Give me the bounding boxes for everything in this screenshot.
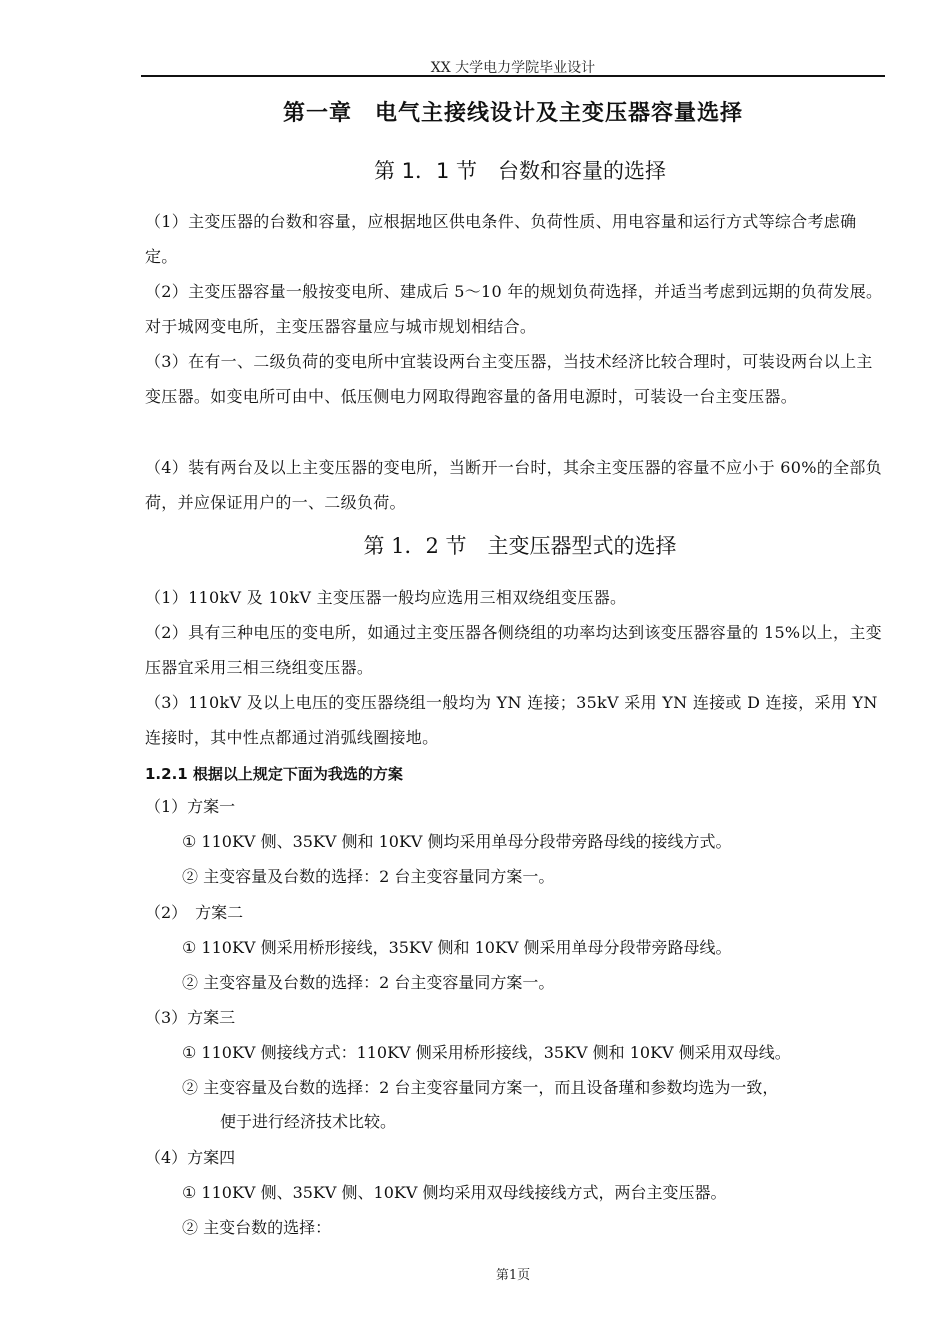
header-divider xyxy=(141,75,885,77)
plan-item: ② 主变容量及台数的选择：2 台主变容量同方案一，而且设备瑾和参数均选为一致， xyxy=(182,1078,779,1097)
plan-label: （1）方案一 xyxy=(145,797,236,816)
section-2-paragraph: （3）110kV 及以上电压的变压器绕组一般均为 YN 连接；35kV 采用 YN 连接或 D 连接，采用 YN 连接时，其中性点都通过消弧线圈接地。 xyxy=(145,693,878,747)
subsection-title: 1.2.1 根据以上规定下面为我选的方案 xyxy=(145,765,403,783)
plan-item: ① 110KV 侧采用桥形接线，35KV 侧和 10KV 侧采用单母分段带旁路母线。 xyxy=(182,938,732,957)
section-1-paragraph: （1）主变压器的台数和容量，应根据地区供电条件、负荷性质、用电容量和运行方式等综合考虑确定。 xyxy=(145,212,857,266)
plan-item: ① 110KV 侧接线方式：110KV 侧采用桥形接线，35KV 侧和 10KV 侧采用双母线。 xyxy=(182,1043,791,1062)
section-1-paragraph: （3）在有一、二级负荷的变电所中宜装设两台主变压器，当技术经济比较合理时，可装设两台以上主变压器。如变电所可由中、低压侧电力网取得跑容量的备用电源时，可装设一台主变压器。 xyxy=(145,352,873,406)
section-1-paragraph: （4）装有两台及以上主变压器的变电所，当断开一台时，其余主变压器的容量不应小于 60%的全部负荷，并应保证用户的一、二级负荷。 xyxy=(145,458,882,512)
plan-item: ② 主变台数的选择： xyxy=(182,1218,332,1237)
plan-label: （2） 方案二 xyxy=(145,903,244,922)
plan-item: ② 主变容量及台数的选择：2 台主变容量同方案一。 xyxy=(182,973,555,992)
section-1-title: 第 1．1 节 台数和容量的选择 xyxy=(373,159,667,183)
plan-item: ① 110KV 侧、35KV 侧和 10KV 侧均采用单母分段带旁路母线的接线方式。 xyxy=(182,832,732,851)
chapter-title: 第一章 电气主接线设计及主变压器容量选择 xyxy=(282,101,743,126)
page-header: XX 大学电力学院毕业设计 xyxy=(430,60,596,76)
section-2-paragraph: （2）具有三种电压的变电所，如通过主变压器各侧绕组的功率均达到该变压器容量的 15%以上，主变压器宜采用三相三绕组变压器。 xyxy=(145,623,882,677)
page-number: 第1页 xyxy=(495,1268,531,1283)
section-2-title: 第 1．2 节 主变压器型式的选择 xyxy=(363,534,677,558)
section-2-paragraph: （1）110kV 及 10kV 主变压器一般均应选用三相双绕组变压器。 xyxy=(145,588,627,607)
plan-item-continuation: 便于进行经济技术比较。 xyxy=(220,1112,397,1131)
plan-item: ① 110KV 侧、35KV 侧、10KV 侧均采用双母线接线方式，两台主变压器。 xyxy=(182,1183,727,1202)
section-1-paragraph: （2）主变压器容量一般按变电所、建成后 5～10 年的规划负荷选择，并适当考虑到远期的负荷发展。对于城网变电所，主变压器容量应与城市规划相结合。 xyxy=(145,282,883,336)
plan-label: （4）方案四 xyxy=(145,1148,236,1167)
plan-label: （3）方案三 xyxy=(145,1008,236,1027)
plan-item: ② 主变容量及台数的选择：2 台主变容量同方案一。 xyxy=(182,867,555,886)
